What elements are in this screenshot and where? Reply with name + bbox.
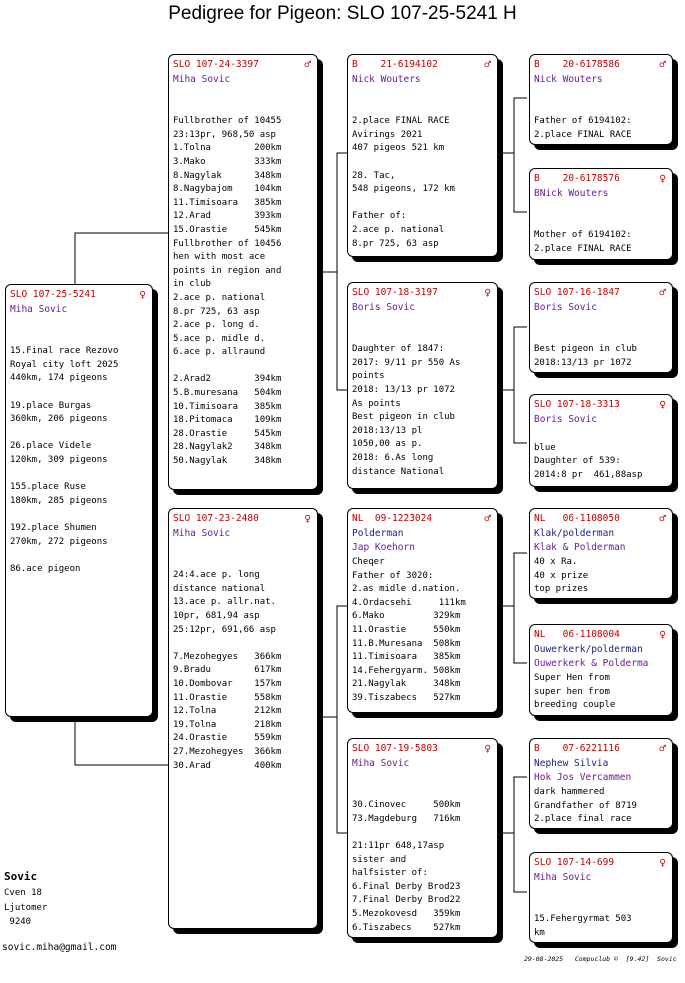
owner-address-street: Cven 18	[4, 888, 42, 898]
note-line: 6.Final Derby Brod23	[352, 881, 461, 892]
owner-name: Nick Wouters	[534, 74, 603, 85]
owner-email: sovic.miha@gmail.com	[2, 942, 117, 953]
note-line: 2.ace p. national	[352, 224, 445, 235]
note-line: Avirings 2021	[352, 129, 423, 140]
note-line: 24.Orastie 559km	[173, 733, 282, 744]
owner-name: Boris Sovic	[534, 414, 597, 425]
note-line	[173, 360, 313, 374]
pigeon-notes	[352, 102, 493, 252]
ring-number-text: B 07-6221116	[534, 743, 620, 754]
owner-name: Nephew Silvia	[534, 758, 609, 769]
note-line: Cheqer	[352, 557, 385, 567]
note-line: 11.Orastie 558km	[173, 692, 282, 703]
pigeon-card-ss-dam[interactable]	[529, 168, 673, 260]
ring-number	[173, 58, 313, 72]
ring-number-text: NL 09-1223024	[352, 513, 433, 524]
pigeon-card-subject[interactable]	[5, 284, 153, 717]
pigeon-notes	[534, 672, 668, 713]
male-symbol-icon: ♂	[659, 512, 666, 525]
note-line: 15.Orastie 545km	[173, 224, 282, 235]
ring-number	[352, 742, 493, 756]
male-symbol-icon: ♂	[659, 58, 666, 71]
note-line: 1050,00 as p.	[352, 439, 423, 450]
pigeon-notes	[534, 900, 668, 941]
ring-number-text: B 21-6194102	[352, 59, 438, 70]
female-symbol-icon: ♀	[304, 512, 311, 525]
owner-name-secondary: Ouwerkerk & Polderma	[534, 658, 649, 669]
note-line: 28.Orastie 545km	[173, 428, 282, 439]
note-line	[173, 102, 313, 116]
note-line: 27.Mezohegyes 366km	[173, 746, 282, 757]
software-credit: 29-08-2025 Compuclub © [9.42] Sovic	[524, 955, 677, 963]
pigeon-card-dam[interactable]	[168, 508, 318, 929]
note-line: 24:4.ace p. long	[173, 570, 260, 581]
spacer	[348, 314, 497, 328]
pigeon-card-sire-dam[interactable]	[347, 282, 498, 489]
pigeon-card-ds-sire[interactable]	[529, 508, 673, 599]
owner-name: Boris Sovic	[534, 302, 597, 313]
note-line: Father of 6194102:	[534, 116, 632, 127]
pigeon-card-sire-sire[interactable]	[347, 54, 498, 257]
note-line: 9.Bradu 617km	[173, 665, 282, 676]
note-line: 10.Dombovar 157km	[173, 678, 282, 689]
ring-number-text: SLO 107-14-699	[534, 857, 615, 868]
spacer	[530, 426, 672, 440]
note-line: 30.Cinovec 500km	[352, 800, 461, 811]
note-line	[352, 330, 493, 344]
note-line: 4.Ordacsehi 111km	[352, 597, 466, 608]
ring-number	[352, 512, 493, 526]
pigeon-card-ss-sire[interactable]	[529, 54, 673, 145]
spacer	[169, 86, 317, 100]
note-line: 25:12pr, 691,66 asp	[173, 624, 276, 635]
note-line: 7.Mezohegyes 366km	[173, 651, 282, 662]
owner-name-secondary: Hok Jos Vercammen	[534, 772, 632, 783]
note-line: Fullbrother of 10455	[173, 116, 282, 127]
note-line: 40 x Ra.	[534, 557, 578, 567]
ring-number-text: SLO 107-16-1847	[534, 287, 620, 298]
note-line	[352, 102, 493, 116]
pigeon-notes	[534, 216, 668, 257]
note-line: 2018:13/13 pr 1072	[534, 357, 632, 368]
note-line	[352, 156, 493, 170]
pigeon-notes	[534, 442, 668, 483]
note-line: 360km, 206 pigeons	[10, 414, 108, 425]
note-line: super hen from	[534, 686, 610, 697]
note-line: Royal city loft 2025	[10, 359, 119, 370]
note-line: 18.Pitomaca 109km	[173, 415, 282, 426]
owner-name: Boris Sovic	[352, 302, 415, 313]
note-line: 192.place Shumen	[10, 522, 97, 533]
note-line: 19.place Burgas	[10, 400, 92, 411]
pigeon-notes	[173, 556, 313, 774]
owner-name: Sovic	[4, 870, 38, 883]
note-line: Father of 3020:	[352, 570, 434, 581]
ring-number	[534, 628, 668, 642]
spacer	[530, 314, 672, 328]
note-line: 180km, 285 pigeons	[10, 495, 108, 506]
spacer	[530, 884, 672, 898]
note-line: 86.ace pigeon	[10, 563, 81, 574]
male-symbol-icon: ♂	[484, 58, 491, 71]
ring-number-text: NL 06-1108004	[534, 629, 620, 640]
female-symbol-icon: ♀	[139, 288, 146, 301]
note-line	[534, 900, 668, 914]
note-line: Mother of 6194102:	[534, 230, 632, 241]
note-line: As points	[352, 398, 401, 409]
female-symbol-icon: ♀	[659, 172, 666, 185]
note-line: 2018: 13/13 pr 1072	[352, 384, 455, 395]
pigeon-notes	[534, 786, 668, 827]
ring-number-text: NL 06-1108050	[534, 513, 620, 524]
ring-number	[534, 58, 668, 72]
ring-number	[534, 172, 668, 186]
note-line	[534, 102, 668, 116]
note-line: 8.Nagylak 348km	[173, 170, 282, 181]
note-line: 270km, 272 pigeons	[10, 536, 108, 547]
note-line: 407 pigeos 521 km	[352, 143, 445, 154]
note-line	[10, 386, 148, 400]
note-line: 8.pr 725, 63 asp	[352, 238, 439, 249]
note-line: 11.Timisoara 385km	[173, 197, 282, 208]
note-line	[534, 330, 668, 344]
pigeon-card-ds-dam[interactable]	[529, 624, 673, 716]
page-title: Pedigree for Pigeon: SLO 107-25-5241 H	[168, 3, 517, 24]
note-line: 19.Tolna 218km	[173, 719, 282, 730]
spacer	[169, 540, 317, 554]
owner-name: Miha Sovic	[173, 74, 231, 85]
note-line	[173, 637, 313, 651]
note-line: 2.place final race	[534, 814, 632, 825]
note-line: 6.Mako 329km	[352, 611, 461, 622]
spacer	[348, 86, 497, 100]
male-symbol-icon: ♂	[659, 286, 666, 299]
owner-name: Ouwerkerk/polderman	[534, 644, 643, 655]
note-line: distance national	[173, 583, 266, 594]
note-line: 11.Orastie 550km	[352, 624, 461, 635]
spacer	[530, 86, 672, 100]
owner-name: Polderman	[352, 528, 404, 539]
ring-number-text: SLO 107-25-5241	[10, 289, 96, 300]
note-line: 2017: 9/11 pr 550 As	[352, 357, 461, 368]
spacer	[348, 770, 497, 784]
ring-number	[534, 512, 668, 526]
ring-number	[10, 288, 148, 302]
note-line: Father of:	[352, 211, 407, 222]
owner-name: Klak/polderman	[534, 528, 615, 539]
note-line: sister and	[352, 854, 407, 865]
ring-number	[534, 286, 668, 300]
note-line: distance National	[352, 466, 445, 477]
note-line: 440km, 174 pigeons	[10, 373, 108, 384]
owner-name: Miha Sovic	[352, 758, 410, 769]
pigeon-notes	[352, 330, 493, 480]
note-line: 2.place FINAL RACE	[352, 116, 450, 127]
pigeon-card-dd-dam[interactable]	[529, 852, 673, 943]
note-line: 2014:8 pr 461,88asp	[534, 469, 643, 480]
note-line: Daughter of 1847:	[352, 344, 445, 355]
ring-number	[534, 398, 668, 412]
female-symbol-icon: ♀	[659, 628, 666, 641]
note-line: Super Hen from	[534, 673, 610, 683]
note-line: 28. Tac,	[352, 170, 396, 181]
note-line: 6.Tiszabecs 527km	[352, 922, 461, 933]
note-line: dark hammered	[534, 787, 605, 797]
pigeon-notes	[10, 332, 148, 577]
note-line: 21.Nagylak 348km	[352, 679, 461, 690]
note-line: 2.place FINAL RACE	[534, 129, 632, 140]
pigeon-card-sd-dam[interactable]	[529, 394, 673, 487]
pigeon-card-dam-sire[interactable]	[347, 508, 498, 713]
note-line: 73.Magdeburg 716km	[352, 813, 461, 824]
pigeon-notes	[352, 786, 493, 936]
note-line: 2.Arad2 394km	[173, 374, 282, 385]
pigeon-card-sire[interactable]	[168, 54, 318, 490]
ring-number	[173, 512, 313, 526]
female-symbol-icon: ♀	[484, 286, 491, 299]
note-line: halfsister of:	[352, 868, 428, 879]
note-line: 5.ace p. midle d.	[173, 333, 266, 344]
note-line: 1.Tolna 200km	[173, 143, 282, 154]
note-line: 39.Tiszabecs 527km	[352, 692, 461, 703]
note-line: 2018:13/13 pl	[352, 425, 423, 436]
note-line: 11.B.Muresana 508km	[352, 638, 461, 649]
note-line: 8.pr 725, 63 asp	[173, 306, 260, 317]
note-line: Best pigeon in club	[534, 344, 637, 355]
ring-number-text: B 20-6178576	[534, 173, 620, 184]
note-line: 10pr, 681,94 asp	[173, 610, 260, 621]
pigeon-notes	[534, 330, 668, 371]
female-symbol-icon: ♀	[659, 856, 666, 869]
note-line: 155.place Ruse	[10, 482, 86, 493]
ring-number-text: SLO 107-23-2480	[173, 513, 259, 524]
ring-number-text: B 20-6178586	[534, 59, 620, 70]
pigeon-notes	[534, 556, 668, 597]
ring-number	[352, 58, 493, 72]
note-line: 2018: 6.As long	[352, 452, 434, 463]
note-line: Best pigeon in club	[352, 412, 455, 423]
female-symbol-icon: ♀	[484, 742, 491, 755]
note-line: 2.as midle d.nation.	[352, 584, 461, 595]
note-line: 8.Nagybajom 104km	[173, 184, 282, 195]
owner-address-city: Ljutomer	[4, 903, 48, 913]
note-line	[352, 197, 493, 211]
owner-name: Nick Wouters	[352, 74, 421, 85]
note-line: 15.Final race Rezovo	[10, 346, 119, 357]
note-line: 14.Fehergyarm. 508km	[352, 665, 461, 676]
note-line	[534, 216, 668, 230]
note-line: 50.Nagylak 348km	[173, 456, 282, 467]
pigeon-card-dd-sire[interactable]	[529, 738, 673, 829]
note-line	[173, 556, 313, 570]
pigeon-card-dam-dam[interactable]	[347, 738, 498, 938]
male-symbol-icon: ♂	[304, 58, 311, 71]
spacer	[530, 200, 672, 214]
note-line: 12.Tolna 212km	[173, 706, 282, 717]
note-line: km	[534, 927, 545, 938]
note-line: Daughter of 539:	[534, 456, 621, 467]
note-line	[10, 508, 148, 522]
male-symbol-icon: ♂	[484, 512, 491, 525]
ring-number-text: SLO 107-24-3397	[173, 59, 259, 70]
note-line	[352, 826, 493, 840]
note-line: points in region and	[173, 265, 282, 276]
note-line: blue	[534, 442, 556, 453]
note-line: in club	[173, 279, 211, 290]
spacer	[6, 316, 152, 330]
note-line: 2.ace p. long d.	[173, 320, 260, 331]
note-line: hen with most ace	[173, 252, 266, 263]
note-line	[10, 549, 148, 563]
note-line: 21:11pr 648,17asp	[352, 840, 445, 851]
owner-name: Miha Sovic	[10, 304, 68, 315]
note-line	[10, 427, 148, 441]
ring-number-text: SLO 107-18-3197	[352, 287, 438, 298]
note-line: 30.Arad 400km	[173, 760, 282, 771]
note-line: 2.place FINAL RACE	[534, 243, 632, 254]
note-line: 120km, 309 pigeons	[10, 454, 108, 465]
note-line	[352, 786, 493, 800]
note-line: 10.Timisoara 385km	[173, 401, 282, 412]
ring-number-text: SLO 107-18-3313	[534, 399, 620, 410]
owner-name-secondary: Jap Koehorn	[352, 542, 415, 553]
ring-number	[352, 286, 493, 300]
male-symbol-icon: ♂	[659, 742, 666, 755]
note-line	[10, 332, 148, 346]
note-line: 6.ace p. allraund	[173, 347, 266, 358]
pigeon-notes	[534, 102, 668, 143]
note-line	[10, 468, 148, 482]
note-line: Grandfather of 8719	[534, 800, 637, 811]
note-line: 12.Arad 393km	[173, 211, 282, 222]
note-line: 28.Nagylak2 348km	[173, 442, 282, 453]
note-line: 23:13pr, 968,50 asp	[173, 129, 276, 140]
pigeon-notes	[173, 102, 313, 469]
owner-name: BNick Wouters	[534, 188, 609, 199]
note-line: top prizes	[534, 584, 589, 595]
note-line: 15.Fehergyrmat 503	[534, 914, 632, 925]
note-line: 3.Mako 333km	[173, 156, 282, 167]
note-line: 26.place Videle	[10, 441, 92, 452]
note-line: 13.ace p. allr.nat.	[173, 597, 276, 608]
note-line: 548 pigeons, 172 km	[352, 184, 455, 195]
ring-number	[534, 742, 668, 756]
owner-name: Miha Sovic	[173, 528, 231, 539]
note-line: breeding couple	[534, 700, 616, 711]
note-line: 11.Timisoara 385km	[352, 652, 461, 663]
pigeon-card-sd-sire[interactable]	[529, 282, 673, 373]
owner-name: Miha Sovic	[534, 872, 592, 883]
owner-name-secondary: Klak & Polderman	[534, 542, 626, 553]
note-line: 7.Final Derby Brod22	[352, 895, 461, 906]
note-line: 2.ace p. national	[173, 292, 266, 303]
female-symbol-icon: ♀	[659, 398, 666, 411]
note-line: 5.Mezokovesd 359km	[352, 908, 461, 919]
note-line: 40 x prize	[534, 570, 589, 581]
ring-number-text: SLO 107-19-5803	[352, 743, 438, 754]
pigeon-notes	[352, 556, 493, 706]
note-line: 5.B.muresana 504km	[173, 388, 282, 399]
owner-address-postcode: 9240	[4, 917, 32, 927]
note-line: points	[352, 371, 385, 382]
ring-number	[534, 856, 668, 870]
note-line: Fullbrother of 10456	[173, 238, 282, 249]
